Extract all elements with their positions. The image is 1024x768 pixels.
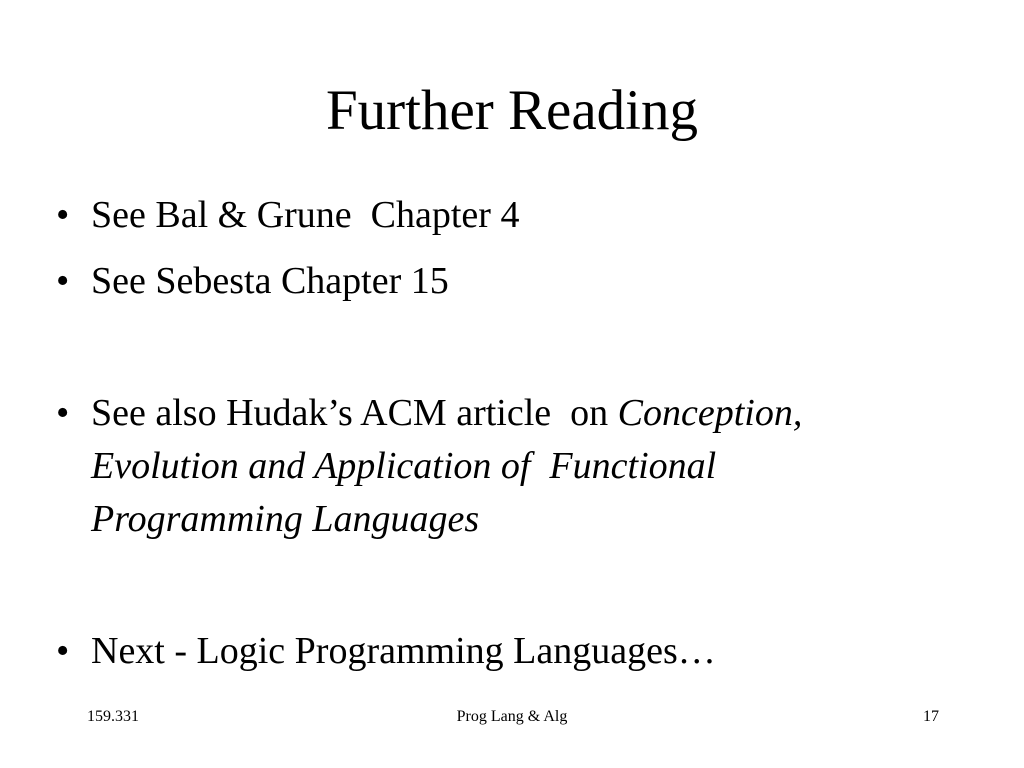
bullet-item xyxy=(56,189,976,242)
footer-course-code: 159.331 xyxy=(87,708,139,725)
bullet-item xyxy=(56,387,976,546)
bullet-marker: • xyxy=(56,392,70,434)
bullet-item xyxy=(56,255,976,308)
bullet-item xyxy=(56,625,976,678)
footer-page-number: 17 xyxy=(923,708,939,725)
bullet-marker: • xyxy=(56,630,70,672)
bullet-text: See Bal & Grune Chapter 4 xyxy=(91,194,520,236)
bullet-text-hudak xyxy=(91,387,976,546)
bullet-text: See Sebesta Chapter 15 xyxy=(91,260,449,302)
article-title-line-2: Evolution and Application of Functional xyxy=(91,445,717,487)
bullet-text-plain: See also Hudak’s ACM article on xyxy=(91,392,618,434)
bullet-marker: • xyxy=(56,260,70,302)
article-title-line-1: Conception, xyxy=(617,392,803,434)
slide-title: Further Reading xyxy=(325,79,698,142)
bullet-marker: • xyxy=(56,194,70,236)
bullet-text: Next - Logic Programming Languages… xyxy=(91,630,716,672)
article-title-line-3: Programming Languages xyxy=(91,498,480,540)
footer-course-name: Prog Lang & Alg xyxy=(456,708,568,725)
